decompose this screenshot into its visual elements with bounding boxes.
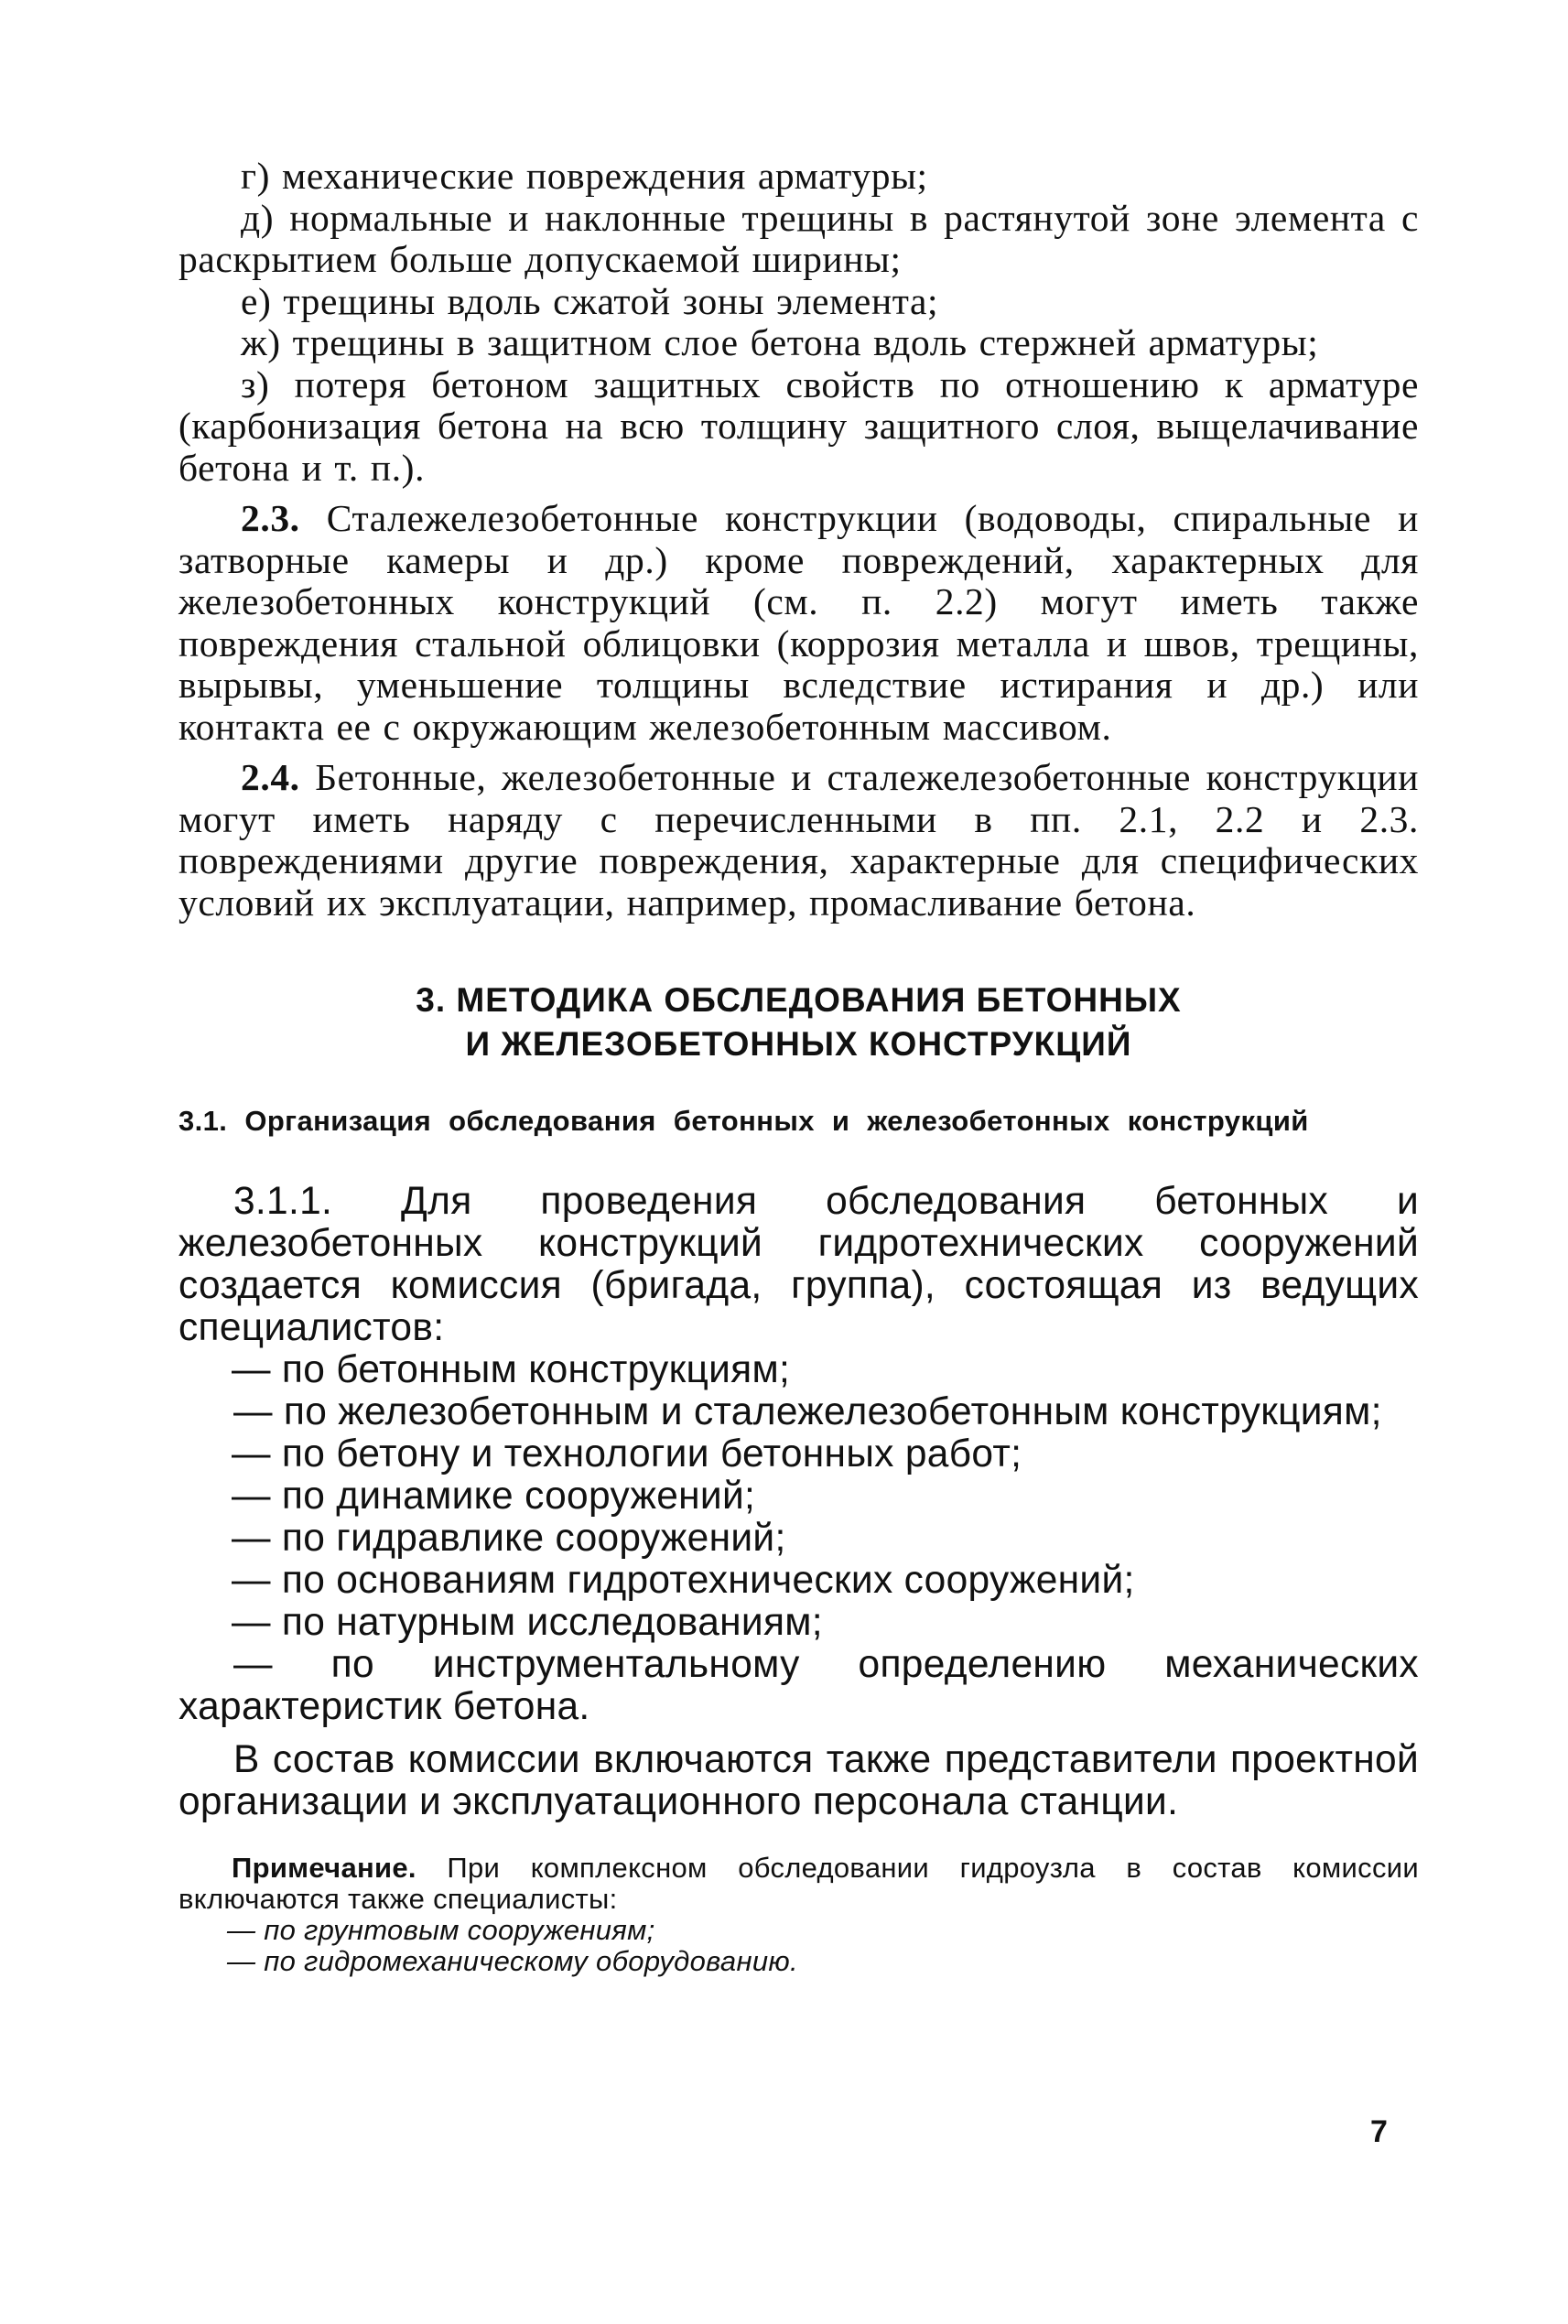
- list-item-e: е) трещины вдоль сжатой зоны элемента;: [241, 279, 939, 322]
- clause-2-4: [178, 757, 1419, 924]
- clause-2-3-number: 2.3.: [241, 497, 300, 539]
- list-item-d: д) нормальные и наклонные трещины в растянутой зоне элемента с раскрытием больше допускаемой ширины;: [178, 196, 1419, 280]
- subsection-heading: 3.1. Организация обследования бетонных и железобетонных конструкций: [178, 1105, 1309, 1137]
- page-number: 7: [1370, 2114, 1388, 2149]
- note-text: При комплексном обследовании гидроузла в состав комиссии включаются также специалисты:: [178, 1852, 1419, 1915]
- note-paragraph: [178, 1853, 1419, 1915]
- clause-2-4-text: Бетонные, железобетонные и сталежелезобетонные конструкции могут иметь наряду с перечисленными в пп. 2.1, 2.2 и 2.3. повреждениями другие повреждения, характерные для специфических условий их эксплуатации, например, промасливание бетона.: [178, 756, 1419, 924]
- specialist-item: — по основаниям гидротехнических сооружений;: [232, 1559, 1135, 1602]
- specialist-item: — по динамике сооружений;: [232, 1475, 756, 1518]
- list-item-z: з) потеря бетоном защитных свойств по отношению к арматуре (карбонизация бетона на всю толщину защитного слоя, выщелачивание бетона и т. п.).: [178, 362, 1419, 489]
- clause-2-4-number: 2.4.: [241, 756, 300, 798]
- note-item: — по грунтовым сооружениям;: [227, 1914, 655, 1946]
- clause-2-3-text: Сталежелезобетонные конструкции (водоводы, спиральные и затворные камеры и др.) кроме повреждений, характерных для железобетонных конструкций (см. п. 2.2) могут иметь также повреждения стальной облицовки (коррозия металла и швов, трещины, вырывы, уменьшение толщины вследствие истирания и др.) или контакта ее с окружающим железобетонным массивом.: [178, 497, 1419, 748]
- section-heading-line-1: 3. МЕТОДИКА ОБСЛЕДОВАНИЯ БЕТОННЫХ: [416, 981, 1182, 1019]
- clause-3-1-1: 3.1.1. Для проведения обследования бетонных и железобетонных конструкций гидротехнических сооружений создается комиссия (бригада, группа), состоящая из ведущих специалистов:: [178, 1180, 1419, 1349]
- commission-paragraph: В состав комиссии включаются также представители проектной организации и эксплуатационного персонала станции.: [178, 1738, 1419, 1823]
- note-item: — по гидромеханическому оборудованию.: [227, 1945, 798, 1977]
- list-item-g: г) механические повреждения арматуры;: [241, 155, 928, 197]
- specialist-item: — по бетону и технологии бетонных работ;: [232, 1432, 1022, 1475]
- note-label: Примечание.: [232, 1852, 416, 1884]
- specialist-item: — по натурным исследованиям;: [232, 1601, 823, 1644]
- section-heading-line-2: И ЖЕЛЕЗОБЕТОННЫХ КОНСТРУКЦИЙ: [465, 1025, 1132, 1063]
- specialist-item: — по гидравлике сооружений;: [232, 1517, 786, 1560]
- specialist-item: — по бетонным конструкциям;: [232, 1348, 791, 1391]
- clause-2-3: [178, 498, 1419, 748]
- specialist-item: — по инструментальному определению механических характеристик бетона.: [178, 1643, 1419, 1728]
- specialist-item: — по железобетонным и сталежелезобетонным конструкциям;: [233, 1390, 1382, 1433]
- document-page: [178, 156, 1419, 1977]
- list-item-zh: ж) трещины в защитном слое бетона вдоль стержней арматуры;: [241, 321, 1319, 363]
